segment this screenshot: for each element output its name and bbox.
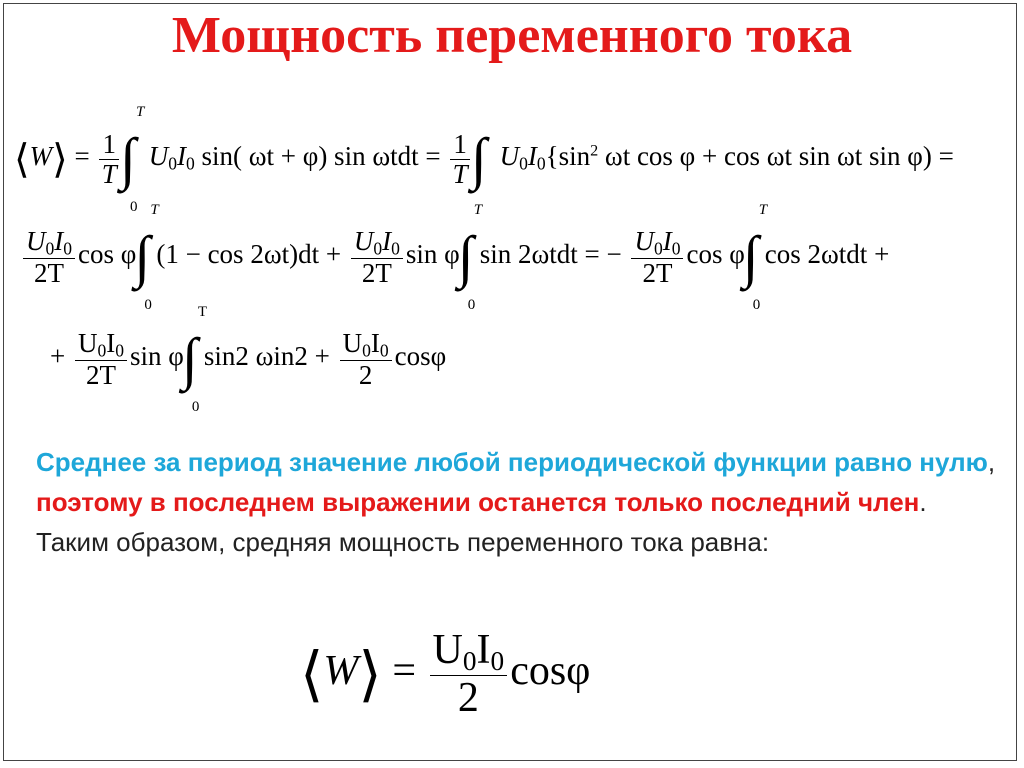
integral-sign-3: ∫ T 0 [134, 202, 159, 313]
equation-line-2: $\frac{U_0I_0}{2T}$ cos φ ∫ T 0 (1 − cos 2ωt)dt + $\frac{U_0I_0}{2T}$ sin φ ∫ T 0 sin 2ωtdt = − $\frac{U_0I_0}{2T}$ cos φ ∫ T 0 cos 2ωtdt + [20, 222, 889, 292]
paragraph-plain-text: . Таким образом, средняя мощность переменного тока равна: [36, 487, 927, 557]
paragraph-blue-text: Среднее за период значение любой периодической функции равно нулю [36, 447, 988, 477]
fraction-u0i0-2t-3: $\frac{U_0I_0}{2T}$ [631, 227, 683, 287]
integral-sign-4: ∫ T 0 [457, 202, 483, 313]
fraction-u0i0-2t-2: $\frac{U_0I_0}{2T}$ [351, 227, 403, 287]
integral-sign: ∫ T 0 [119, 104, 145, 215]
fraction-u0i0-2t-4: $\frac{U_0I_0}{2T}$ [75, 329, 127, 389]
final-formula: ⟨W⟩ = $\frac{U_0I_0}{2}$ cosφ [300, 627, 591, 722]
equation-line-1: ⟨W⟩ = $\frac{1}{T}$ ∫ T 0 $U_0I_0$ sin( ωt + φ) sin ωtdt = $\frac{1}{T}$ ∫ $U_0I_0\{\sin^2$ ωt cos φ + cos ωt sin ωt sin φ) = [14, 104, 954, 215]
fraction-1-over-T-2: $\frac{1}{T}$ [450, 130, 470, 188]
paragraph-comma: , [987, 447, 996, 477]
equation-line-3: + $\frac{U_0I_0}{2T}$ sin φ ∫ T 0 sin2 ωin2 + $\frac{U_0I_0}{2}$ cosφ [50, 304, 447, 415]
paragraph-red-text: поэтому в последнем выражении останется только последний член [36, 487, 920, 517]
slide-title: Мощность переменного тока [171, 7, 853, 64]
fraction-u0i0-2t: $\frac{U_0I_0}{2T}$ [23, 227, 75, 287]
integral-sign-6: ∫ T 0 [181, 304, 208, 415]
fraction-u0i0-2: $\frac{U_0I_0}{2}$ [340, 329, 392, 389]
integral-sign-5: ∫ T 0 [742, 202, 768, 313]
integral-sign-2: ∫ [470, 126, 487, 191]
fraction-1-over-T: $\frac{1}{T}$ [99, 130, 119, 188]
final-fraction: $\frac{U_0I_0}{2}$ [430, 628, 508, 721]
explanation-paragraph [36, 442, 996, 562]
